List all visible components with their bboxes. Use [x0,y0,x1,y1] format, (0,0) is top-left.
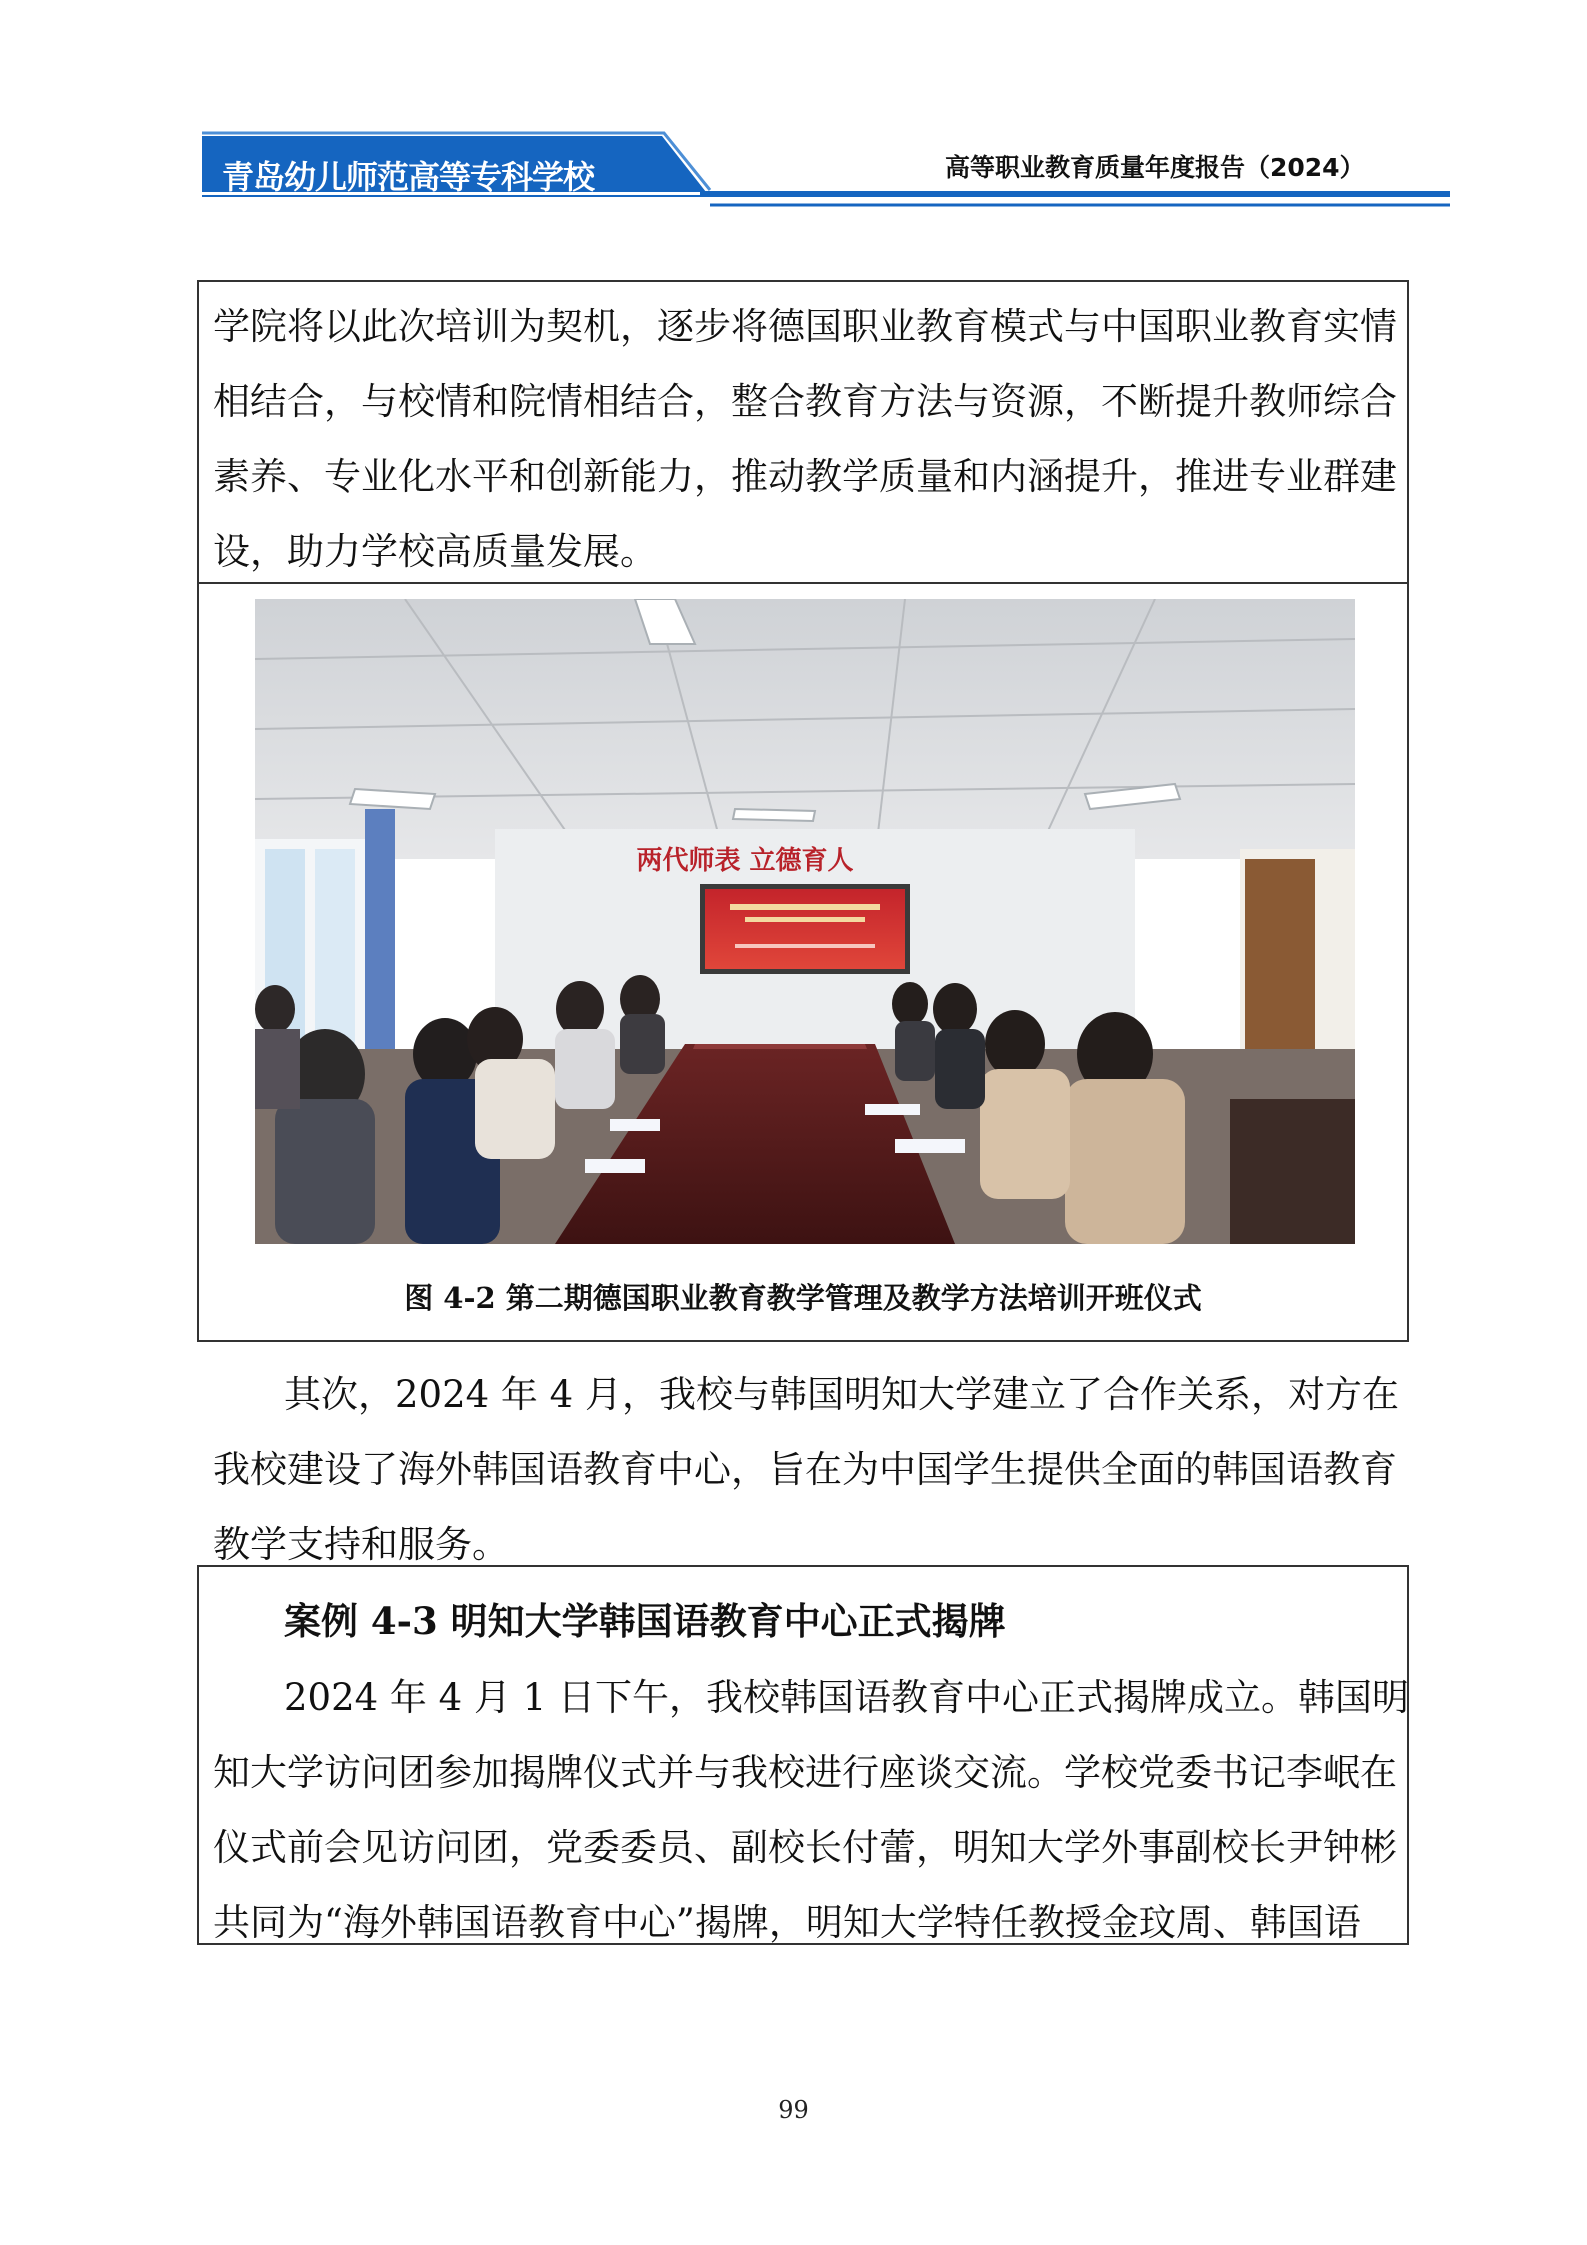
case-title: 案例 4-3 明知大学韩国语教育中心正式揭牌 [284,1599,1006,1643]
text-line: 相结合，与校情和院情相结合，整合教育方法与资源，不断提升教师综合 [213,380,1397,423]
text-line: 2024 年 4 月 1 日下午，我校韩国语教育中心正式揭牌成立。韩国明 [284,1676,1410,1719]
wall-slogan: 两代师表 立德育人 [636,846,854,876]
text-line: 仪式前会见访问团，党委委员、副校长付蕾，明知大学外事副校长尹钟彬 [213,1826,1397,1869]
report-title: 高等职业教育质量年度报告（2024） [945,153,1365,182]
text-line: 我校建设了海外韩国语教育中心，旨在为中国学生提供全面的韩国语教育 [213,1448,1397,1491]
school-name: 青岛幼儿师范高等专科学校 [222,158,595,196]
presentation-screen-icon [700,884,910,974]
text-line: 教学支持和服务。 [213,1523,509,1566]
text-line: 学院将以此次培训为契机，逐步将德国职业教育模式与中国职业教育实情 [213,305,1397,348]
text-line: 设，助力学校高质量发展。 [213,530,657,573]
text-line: 其次，2024 年 4 月，我校与韩国明知大学建立了合作关系，对方在 [284,1373,1399,1416]
text-line: 共同为“海外韩国语教育中心”揭牌，明知大学特任教授金玟周、韩国语 [213,1901,1361,1944]
text-line: 素养、专业化水平和创新能力，推动教学质量和内涵提升，推进专业群建 [213,455,1397,498]
page-number: 99 [778,2096,809,2124]
box-divider [197,582,1409,584]
figure-caption: 图 4-2 第二期德国职业教育教学管理及教学方法培训开班仪式 [404,1281,1202,1315]
meeting-photo [255,599,1355,1244]
text-line: 知大学访问团参加揭牌仪式并与我校进行座谈交流。学校党委书记李岷在 [213,1751,1397,1794]
